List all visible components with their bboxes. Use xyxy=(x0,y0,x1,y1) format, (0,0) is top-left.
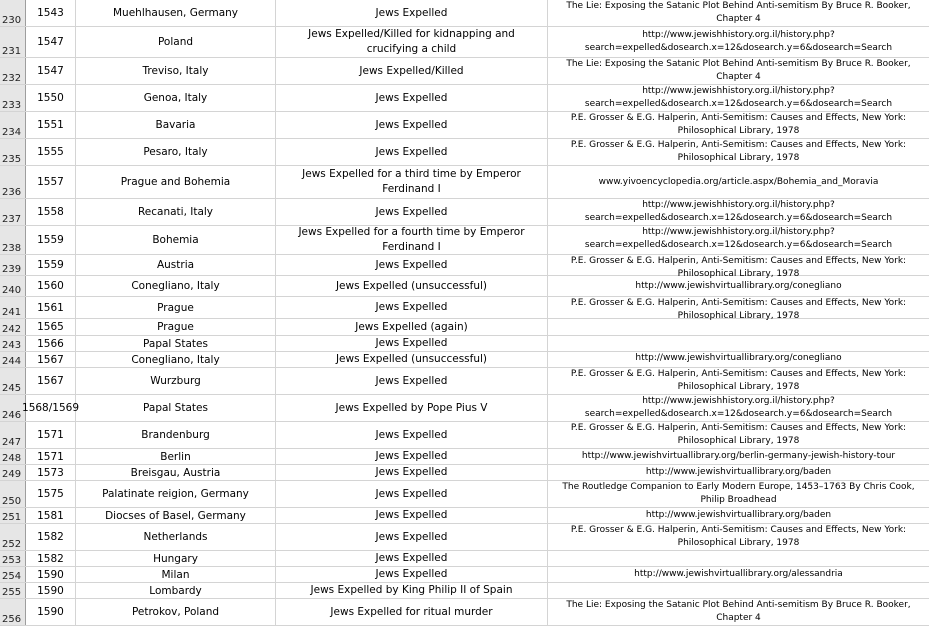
cell-place[interactable] xyxy=(76,395,276,421)
cell-source-text: http://www.jewishvirtuallibrary.org/conegliano xyxy=(635,280,842,291)
cell-event-text: Jews Expelled xyxy=(375,258,448,271)
cell-event-text: Jews Expelled for a fourth time by Emperor Ferdinand I xyxy=(298,226,525,253)
table-row xyxy=(0,599,929,626)
row-header-text: 245 xyxy=(2,383,22,394)
cell-source-text: The Lie: Exposing the Satanic Plot Behind Anti-semitism By Bruce R. Booker, Chapter 4 xyxy=(566,600,911,623)
cell-source[interactable] xyxy=(548,85,929,111)
cell-year-text: 1571 xyxy=(37,450,64,463)
row-header[interactable] xyxy=(0,199,26,225)
cell-place-text: Wurzburg xyxy=(150,375,201,387)
table-row xyxy=(0,85,929,112)
cell-event-text: Jews Expelled xyxy=(375,301,448,313)
cell-source[interactable] xyxy=(548,352,929,367)
cell-source[interactable] xyxy=(548,297,929,321)
row-header-text: 254 xyxy=(2,571,22,582)
cell-place[interactable] xyxy=(76,297,276,318)
cell-event[interactable] xyxy=(276,508,548,523)
cell-year-text: 1590 xyxy=(37,606,64,618)
cell-place-text: Hungary xyxy=(153,552,198,565)
row-header[interactable] xyxy=(0,481,26,507)
row-header-text: 239 xyxy=(2,264,22,275)
cell-place-text: Dioсses of Basel, Germany xyxy=(105,509,246,522)
cell-place-text: Palatinate reigion, Germany xyxy=(102,488,249,500)
cell-year[interactable] xyxy=(26,139,76,165)
cell-year-text: 1582 xyxy=(37,552,64,565)
cell-event[interactable] xyxy=(276,465,548,480)
cell-year[interactable] xyxy=(26,166,76,198)
cell-source[interactable] xyxy=(548,255,929,279)
cell-event-text: Jews Expelled xyxy=(375,6,448,19)
cell-source-text: The Lie: Exposing the Satanic Plot Behind Anti-semitism By Bruce R. Booker, Chapter 4 xyxy=(566,1,911,24)
cell-event-text: Jews Expelled xyxy=(375,145,448,158)
cell-event-text: Jews Expelled xyxy=(375,487,448,500)
cell-place[interactable] xyxy=(76,0,276,26)
cell-source-text: P.E. Grosser & E.G. Halperin, Anti-Semitism: Causes and Effects, New York: Philosophical Library, 1978 xyxy=(570,423,907,446)
cell-source[interactable] xyxy=(548,166,929,198)
cell-place-text: Conegliano, Italy xyxy=(131,353,220,366)
cell-place[interactable] xyxy=(76,599,276,625)
cell-source-text: http://www.jewishhistory.org.il/history.php?search=expelled&dosearch.x=12&dosearch.y=6&dosearch=Search xyxy=(584,30,893,53)
cell-event-text: Jews Expelled xyxy=(375,450,448,462)
cell-event-text: Jews Expelled (unsuccessful) xyxy=(335,353,488,365)
row-header[interactable] xyxy=(0,368,26,394)
cell-place-text: Conegliano, Italy xyxy=(131,280,220,292)
table-row xyxy=(0,551,929,567)
row-header[interactable] xyxy=(0,58,26,84)
row-header-text: 253 xyxy=(2,555,22,566)
cell-event[interactable] xyxy=(276,481,548,507)
row-header[interactable] xyxy=(0,255,26,275)
cell-place[interactable] xyxy=(76,199,276,225)
cell-source-text: P.E. Grosser & E.G. Halperin, Anti-Semitism: Causes and Effects, New York: Philosophical Library, 1978 xyxy=(570,369,907,392)
cell-year-text: 1568/1569 xyxy=(22,402,79,414)
cell-year[interactable] xyxy=(26,319,76,335)
row-header-text: 232 xyxy=(2,73,22,84)
cell-year[interactable] xyxy=(22,395,79,421)
cell-source[interactable] xyxy=(548,524,929,550)
cell-event[interactable] xyxy=(276,567,548,582)
cell-event-text: Jews Expelled xyxy=(375,466,448,478)
cell-place-text: Muehlhausen, Germany xyxy=(112,7,238,19)
cell-place[interactable] xyxy=(76,112,276,138)
cell-event-text: Jews Expelled/Killed xyxy=(359,64,464,77)
row-header[interactable] xyxy=(0,524,26,550)
cell-source[interactable] xyxy=(548,567,929,582)
row-header-text: 230 xyxy=(2,15,22,26)
cell-year[interactable] xyxy=(26,422,76,448)
cell-source-text: http://www.jewishhistory.org.il/history.php?search=expelled&dosearch.x=12&dosearch.y=6&dosearch=Search xyxy=(584,227,893,250)
cell-place-text: Papal States xyxy=(143,402,208,414)
cell-year-text: 1575 xyxy=(37,488,64,500)
cell-source-text: http://www.jewishvirtuallibrary.org/berlin-germany-jewish-history-tour xyxy=(581,451,896,461)
table-row xyxy=(0,395,929,422)
cell-year[interactable] xyxy=(26,27,76,57)
cell-source-text: P.E. Grosser & E.G. Halperin, Anti-Semitism: Causes and Effects, New York: Philosophical Library, 1978 xyxy=(570,298,907,321)
cell-source-text: The Routledge Companion to Early Modern Europe, 1453–1763 By Chris Cook, Philip Broadhead xyxy=(562,482,915,505)
cell-year[interactable] xyxy=(26,226,76,254)
cell-source-text: http://www.jewishvirtuallibrary.org/conegliano xyxy=(635,353,842,363)
cell-year[interactable] xyxy=(26,583,76,598)
cell-place[interactable] xyxy=(76,508,276,523)
row-header[interactable] xyxy=(0,449,26,464)
row-header-text: 249 xyxy=(2,469,22,480)
row-header-text: 252 xyxy=(2,539,22,550)
cell-year-text: 1581 xyxy=(37,509,64,522)
cell-event[interactable] xyxy=(276,599,548,625)
cell-place[interactable] xyxy=(76,465,276,480)
cell-source-text: P.E. Grosser & E.G. Halperin, Anti-Semitism: Causes and Effects, New York: Philosophical Library, 1978 xyxy=(570,525,907,548)
cell-source[interactable] xyxy=(548,199,929,225)
cell-source[interactable] xyxy=(548,0,929,26)
cell-place-text: Lombardy xyxy=(149,584,202,597)
row-header-text: 250 xyxy=(2,496,22,507)
cell-year[interactable] xyxy=(26,276,76,296)
table-row xyxy=(0,583,929,599)
table-row xyxy=(0,199,929,226)
cell-year-text: 1582 xyxy=(37,531,64,543)
cell-year[interactable] xyxy=(26,567,76,582)
cell-event[interactable] xyxy=(276,139,548,165)
table-row xyxy=(0,166,929,199)
cell-event-text: Jews Expelled xyxy=(375,509,448,521)
row-header-text: 243 xyxy=(2,340,22,351)
row-header[interactable] xyxy=(0,508,26,523)
cell-source-text: The Lie: Exposing the Satanic Plot Behind Anti-semitism By Bruce R. Booker, Chapter 4 xyxy=(566,59,911,82)
cell-source-text: P.E. Grosser & E.G. Halperin, Anti-Semitism: Causes and Effects, New York: Philosophical Library, 1978 xyxy=(570,140,907,163)
cell-event[interactable] xyxy=(276,166,548,198)
table-row xyxy=(0,27,929,58)
row-header[interactable] xyxy=(0,422,26,448)
cell-source-text: www.yivoencyclopedia.org/article.aspx/Bohemia_and_Moravia xyxy=(598,176,879,187)
cell-event[interactable] xyxy=(276,352,548,367)
cell-year[interactable] xyxy=(26,85,76,111)
row-header-text: 240 xyxy=(2,285,22,296)
cell-year-text: 1557 xyxy=(37,176,64,188)
row-header-text: 241 xyxy=(2,307,22,318)
cell-event-text: Jews Expelled xyxy=(375,91,448,104)
cell-year[interactable] xyxy=(26,599,76,625)
cell-event-text: Jews Expelled for ritual murder xyxy=(330,605,493,618)
row-header[interactable] xyxy=(0,276,26,296)
row-header-text: 246 xyxy=(2,410,22,421)
cell-source[interactable] xyxy=(548,481,929,507)
cell-source[interactable] xyxy=(548,599,929,625)
table-row xyxy=(0,465,929,481)
table-row xyxy=(0,319,929,336)
cell-source[interactable] xyxy=(548,139,929,165)
cell-event-text: Jews Expelled xyxy=(375,530,448,543)
cell-year-text: 1567 xyxy=(37,353,64,366)
cell-place-text: Genoa, Italy xyxy=(143,92,208,104)
table-row xyxy=(0,112,929,139)
cell-event[interactable] xyxy=(276,422,548,448)
row-header[interactable] xyxy=(0,139,26,165)
cell-place[interactable] xyxy=(76,85,276,111)
cell-place-text: Bohemia xyxy=(152,234,199,246)
row-header[interactable] xyxy=(0,112,26,138)
cell-place[interactable] xyxy=(76,551,276,566)
cell-year-text: 1555 xyxy=(37,146,64,158)
row-header[interactable] xyxy=(0,0,26,26)
cell-place-text: Netherlands xyxy=(143,531,208,543)
row-header[interactable] xyxy=(0,599,26,625)
cell-year[interactable] xyxy=(26,465,76,480)
cell-place-text: Petrokov, Poland xyxy=(131,606,220,618)
table-row xyxy=(0,58,929,85)
cell-year-text: 1560 xyxy=(37,280,64,292)
cell-year-text: 1590 xyxy=(37,568,64,581)
cell-event-text: Jews Expelled by Pope Pius V xyxy=(335,401,488,414)
row-header[interactable] xyxy=(0,567,26,582)
cell-source-text: http://www.jewishvirtuallibrary.org/baden xyxy=(645,510,832,520)
cell-place[interactable] xyxy=(76,226,276,254)
row-header[interactable] xyxy=(0,319,26,335)
row-header[interactable] xyxy=(0,352,26,367)
cell-place[interactable] xyxy=(76,481,276,507)
cell-source[interactable] xyxy=(548,58,929,84)
cell-source[interactable] xyxy=(548,336,929,351)
cell-source[interactable] xyxy=(548,508,929,523)
cell-year[interactable] xyxy=(26,112,76,138)
cell-event[interactable] xyxy=(276,255,548,275)
cell-place-text: Berlin xyxy=(160,450,191,463)
cell-source[interactable] xyxy=(548,551,929,566)
cell-year-text: 1559 xyxy=(37,234,64,246)
table-row xyxy=(0,297,929,319)
cell-event-text: Jews Expelled xyxy=(375,568,448,580)
cell-source[interactable] xyxy=(548,583,929,598)
cell-event[interactable] xyxy=(276,0,548,26)
cell-year[interactable] xyxy=(26,58,76,84)
cell-source-text: http://www.jewishhistory.org.il/history.php?search=expelled&dosearch.x=12&dosearch.y=6&dosearch=Search xyxy=(584,396,893,419)
row-header-text: 237 xyxy=(2,214,22,225)
cell-source[interactable] xyxy=(548,422,929,448)
cell-year-text: 1547 xyxy=(37,36,64,48)
cell-source-text: P.E. Grosser & E.G. Halperin, Anti-Semitism: Causes and Effects, New York: Philosophical Library, 1978 xyxy=(570,113,907,136)
cell-event[interactable] xyxy=(276,336,548,351)
table-row xyxy=(0,352,929,368)
row-header-text: 238 xyxy=(2,243,22,254)
table-row xyxy=(0,276,929,297)
cell-year-text: 1551 xyxy=(37,119,64,131)
row-header[interactable] xyxy=(0,85,26,111)
cell-year[interactable] xyxy=(26,524,76,550)
cell-place-text: Brandenburg xyxy=(141,429,210,441)
cell-place-text: Papal States xyxy=(143,337,208,350)
cell-year-text: 1558 xyxy=(37,206,64,218)
cell-event[interactable] xyxy=(276,226,548,254)
row-header[interactable] xyxy=(0,27,26,57)
cell-year-text: 1590 xyxy=(37,584,64,597)
cell-source[interactable] xyxy=(548,276,929,296)
row-header-text: 248 xyxy=(2,453,22,464)
cell-source[interactable] xyxy=(548,112,929,138)
row-header[interactable] xyxy=(0,336,26,351)
cell-event[interactable] xyxy=(276,85,548,111)
cell-place[interactable] xyxy=(76,255,276,275)
cell-year[interactable] xyxy=(26,336,76,351)
cell-source-text: http://www.jewishhistory.org.il/history.php?search=expelled&dosearch.x=12&dosearch.y=6&dosearch=Search xyxy=(584,86,893,109)
cell-place-text: Milan xyxy=(161,568,190,581)
cell-event[interactable] xyxy=(276,27,548,57)
cell-source[interactable] xyxy=(548,395,929,421)
cell-year-text: 1561 xyxy=(37,301,64,314)
cell-year-text: 1565 xyxy=(37,321,64,333)
cell-source[interactable] xyxy=(548,27,929,57)
cell-place[interactable] xyxy=(76,27,276,57)
row-header-text: 251 xyxy=(2,512,22,523)
row-header[interactable] xyxy=(0,551,26,566)
cell-place[interactable] xyxy=(76,368,276,394)
cell-year[interactable] xyxy=(26,255,76,275)
cell-event-text: Jews Expelled by King Philip II of Spain xyxy=(310,584,513,596)
cell-place-text: Austria xyxy=(156,259,195,271)
table-row xyxy=(0,449,929,465)
cell-year[interactable] xyxy=(26,481,76,507)
cell-year[interactable] xyxy=(26,0,76,26)
row-header-text: 242 xyxy=(2,324,22,335)
cell-place-text: Breisgau, Austria xyxy=(130,466,221,479)
cell-year-text: 1550 xyxy=(37,92,64,104)
cell-event-text: Jews Expelled xyxy=(375,374,448,387)
cell-year[interactable] xyxy=(26,508,76,523)
cell-place[interactable] xyxy=(76,336,276,351)
cell-source[interactable] xyxy=(548,319,929,335)
cell-year-text: 1567 xyxy=(37,375,64,387)
cell-place[interactable] xyxy=(76,319,276,335)
cell-place-text: Prague xyxy=(157,321,194,333)
table-row xyxy=(0,336,929,352)
table-row xyxy=(0,368,929,395)
cell-event-text: Jews Expelled xyxy=(375,337,448,349)
table-row xyxy=(0,508,929,524)
cell-year-text: 1559 xyxy=(37,259,64,271)
cell-event[interactable] xyxy=(276,276,548,296)
cell-event[interactable] xyxy=(276,319,548,335)
row-header[interactable] xyxy=(0,226,26,254)
cell-source[interactable] xyxy=(548,226,929,254)
cell-event[interactable] xyxy=(276,199,548,225)
row-header-text: 244 xyxy=(2,356,22,367)
row-header[interactable] xyxy=(0,465,26,480)
cell-event[interactable] xyxy=(276,524,548,550)
row-header[interactable] xyxy=(0,297,26,318)
cell-place[interactable] xyxy=(76,166,276,198)
cell-place[interactable] xyxy=(76,422,276,448)
cell-place[interactable] xyxy=(76,583,276,598)
table-row xyxy=(0,226,929,255)
cell-event[interactable] xyxy=(276,551,548,566)
cell-place[interactable] xyxy=(76,352,276,367)
cell-event-text: Jews Expelled xyxy=(375,118,448,131)
cell-year-text: 1566 xyxy=(37,337,64,350)
cell-source-text: P.E. Grosser & E.G. Halperin, Anti-Semitism: Causes and Effects, New York: Philosophical Library, 1978 xyxy=(570,256,907,279)
cell-place-text: Pesaro, Italy xyxy=(143,146,208,158)
cell-place-text: Prague and Bohemia xyxy=(120,176,231,188)
cell-place[interactable] xyxy=(76,524,276,550)
row-header-text: 255 xyxy=(2,587,22,598)
row-header-text: 235 xyxy=(2,154,22,165)
cell-place-text: Poland xyxy=(157,36,194,48)
cell-year[interactable] xyxy=(26,297,76,318)
cell-event[interactable] xyxy=(276,297,548,318)
row-header[interactable] xyxy=(0,166,26,198)
table-row xyxy=(0,0,929,27)
cell-place[interactable] xyxy=(76,567,276,582)
row-header-text: 247 xyxy=(2,437,22,448)
cell-source[interactable] xyxy=(548,465,929,480)
table-row xyxy=(0,422,929,449)
cell-event-text: Jews Expelled/Killed for kidnapping and crucifying a child xyxy=(308,28,515,55)
cell-event-text: Jews Expelled xyxy=(375,428,448,441)
cell-event[interactable] xyxy=(276,368,548,394)
cell-place-text: Treviso, Italy xyxy=(142,65,209,77)
row-header-text: 231 xyxy=(2,46,22,57)
cell-event[interactable] xyxy=(276,112,548,138)
cell-event[interactable] xyxy=(276,58,548,84)
cell-place[interactable] xyxy=(76,449,276,464)
cell-event-text: Jews Expelled xyxy=(375,205,448,218)
cell-event-text: Jews Expelled xyxy=(375,552,448,564)
cell-year-text: 1543 xyxy=(37,7,64,19)
cell-year-text: 1573 xyxy=(37,466,64,479)
table-row xyxy=(0,139,929,166)
cell-year[interactable] xyxy=(26,199,76,225)
cell-year[interactable] xyxy=(26,352,76,367)
row-header-text: 236 xyxy=(2,187,22,198)
cell-place[interactable] xyxy=(76,139,276,165)
cell-event[interactable] xyxy=(276,583,548,598)
cell-year[interactable] xyxy=(26,449,76,464)
cell-year-text: 1571 xyxy=(37,429,64,441)
cell-place[interactable] xyxy=(76,276,276,296)
cell-source-text: http://www.jewishvirtuallibrary.org/alessandria xyxy=(634,569,843,579)
cell-source[interactable] xyxy=(548,368,929,394)
row-header[interactable] xyxy=(0,583,26,598)
cell-event-text: Jews Expelled (again) xyxy=(355,320,468,333)
cell-source-text: http://www.jewishhistory.org.il/history.php?search=expelled&dosearch.x=12&dosearch.y=6&dosearch=Search xyxy=(584,200,893,223)
row-header-text: 256 xyxy=(2,614,22,625)
cell-year[interactable] xyxy=(26,551,76,566)
cell-place[interactable] xyxy=(76,58,276,84)
cell-place-text: Bavaria xyxy=(155,119,196,131)
row-header-text: 233 xyxy=(2,100,22,111)
cell-event-text: Jews Expelled for a third time by Emperor Ferdinand I xyxy=(302,168,521,195)
cell-source[interactable] xyxy=(548,449,929,464)
table-row xyxy=(0,567,929,583)
table-row xyxy=(0,255,929,279)
cell-event-text: Jews Expelled (unsuccessful) xyxy=(335,279,488,292)
cell-place-text: Recanati, Italy xyxy=(137,206,214,218)
cell-year[interactable] xyxy=(26,368,76,394)
table-row xyxy=(0,481,929,508)
cell-event[interactable] xyxy=(276,449,548,464)
row-header-text: 234 xyxy=(2,127,22,138)
cell-source-text: http://www.jewishvirtuallibrary.org/baden xyxy=(645,467,832,477)
cell-place-text: Prague xyxy=(157,301,194,314)
cell-event[interactable] xyxy=(276,395,548,421)
table-row xyxy=(0,524,929,551)
cell-year-text: 1547 xyxy=(37,65,64,77)
